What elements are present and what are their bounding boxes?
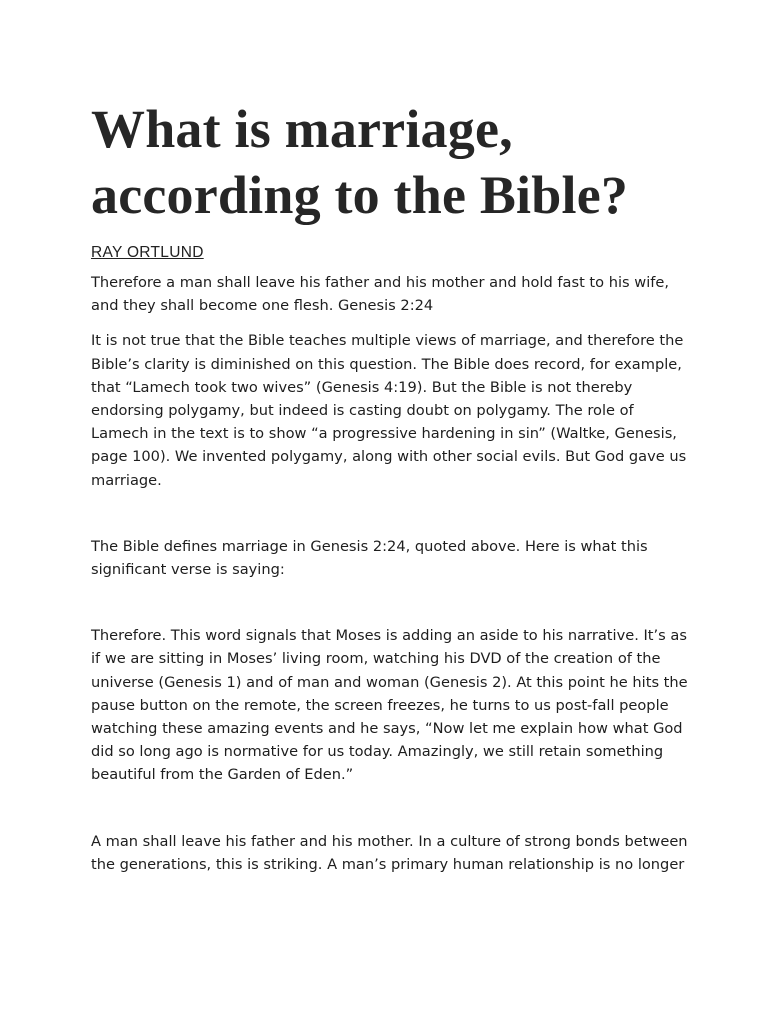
document-body xyxy=(91,96,691,876)
paragraph-leave-parents: A man shall leave his father and his mother. In a culture of strong bonds between the generations, this is striking. A man’s primary human relationship is no longer xyxy=(91,832,688,873)
paragraph-definition: The Bible defines marriage in Genesis 2:24, quoted above. Here is what this significant verse is saying: xyxy=(91,537,648,579)
document-title: What is marriage, according to the Bible? xyxy=(91,99,629,225)
paragraph-therefore: Therefore. This word signals that Moses is adding an aside to his narrative. It’s as if we are sitting in Moses’ living room, watching his DVD of the creation of the universe (Genesis 1) and of man and woman (Genesis 2). At this point he hits the pause button on the remote, the screen freezes, he turns to us post-fall people watching these amazing events and he says, “Now let me explain how what God did so long ago is normative for us today. Amazingly, we still retain something beautiful from the Garden of Eden.” xyxy=(91,627,688,784)
paragraph-multiple-views: It is not true that the Bible teaches multiple views of marriage, and therefore the Bible’s clarity is diminished on this question. The Bible does record, for example, that “Lamech took two wives” (Genesis 4:19). But the Bible is not thereby endorsing polygamy, but indeed is casting doubt on polygamy. The role of Lamech in the text is to show “a progressive hardening in sin” (Waltke, Genesis, page 100). We invented polygamy, along with other social evils. But God gave us marriage. xyxy=(91,332,687,489)
author-name: RAY ORTLUND xyxy=(91,244,204,261)
paragraph-epigraph: Therefore a man shall leave his father and his mother and hold fast to his wife, and they shall become one flesh. Genesis 2:24 xyxy=(91,274,670,315)
